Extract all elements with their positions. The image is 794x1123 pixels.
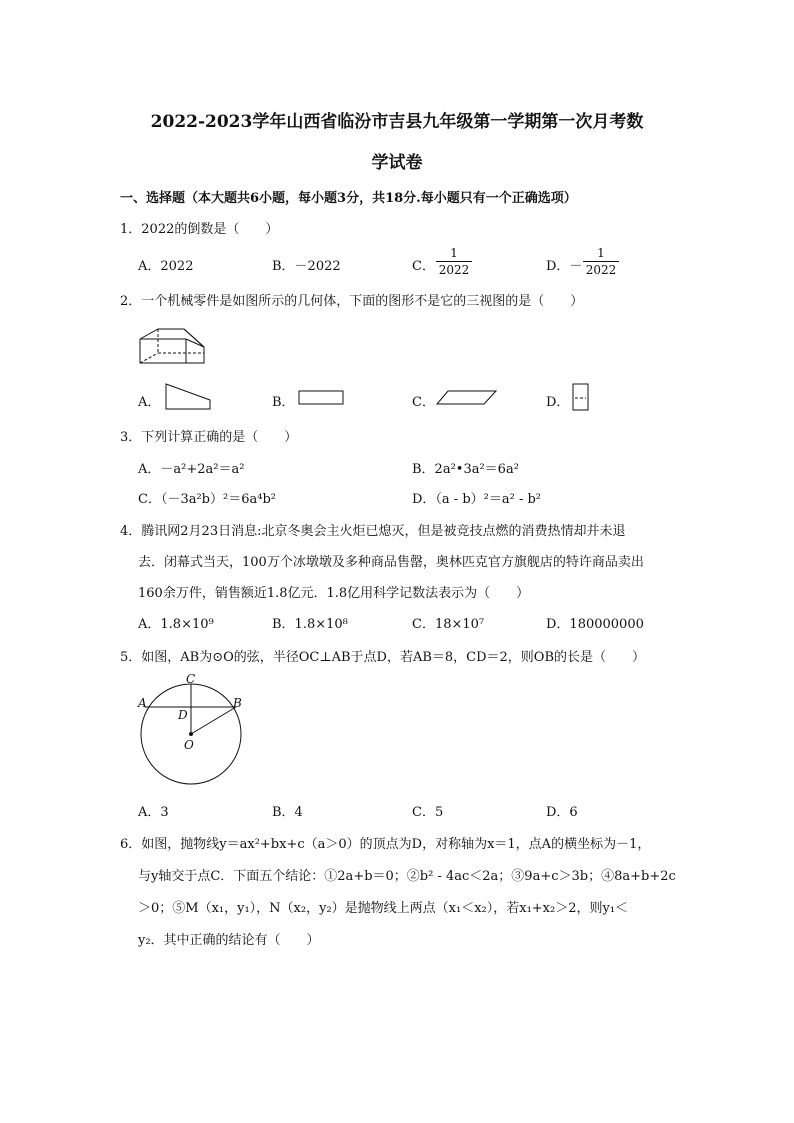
- question-6-line3: ＞0；⑤M（x₁，y₁），N（x₂，y₂）是抛物线上两点（x₁＜x₂），若x₁+x₂＞2，则y₁＜: [138, 901, 629, 916]
- label-o: O: [184, 738, 194, 752]
- label-c: C: [186, 672, 196, 686]
- question-1-option-d: D．－: [546, 259, 583, 274]
- question-6-line4: y₂．其中正确的结论有（ ）: [138, 933, 320, 948]
- question-4-line1: 4．腾讯网2月23日消息:北京冬奥会主火炬已熄灭，但是被竞技点燃的消费热情却并未退: [120, 524, 626, 539]
- question-1-stem: 1．2022的倒数是（ ）: [120, 222, 279, 237]
- question-3-option-d: D．（a - b）²＝a² - b²: [412, 492, 542, 507]
- question-2-stem: 2．一个机械零件是如图所示的几何体，下面的图形不是它的三视图的是（ ）: [120, 294, 584, 309]
- question-3-option-b: B．2a²•3a²＝6a²: [412, 462, 519, 477]
- question-4-option-c: C．18×10⁷: [412, 617, 485, 632]
- fraction-bar: [583, 261, 619, 262]
- fraction-bar: [436, 261, 472, 262]
- fraction-denominator: 2022: [585, 263, 617, 277]
- question-1-option-a: A．2022: [138, 259, 194, 274]
- label-a: A: [138, 696, 147, 710]
- question-1-option-b: B．－2022: [272, 259, 341, 274]
- question-3-option-c: C．（－3a²b）²＝6a⁴b²: [138, 492, 276, 507]
- question-5-option-a: A．3: [138, 805, 169, 820]
- question-4-option-d: D．180000000: [546, 617, 644, 632]
- question-2-option-c: C．: [412, 395, 435, 410]
- question-1-option-c-fraction: [436, 246, 472, 277]
- prism-figure: [136, 325, 208, 367]
- fraction-numerator: 1: [450, 246, 458, 260]
- question-2-option-b: B．: [272, 395, 295, 410]
- question-4-option-b: B．1.8×10⁸: [272, 617, 348, 632]
- option-d-rectangle-dashed-shape: [572, 383, 592, 413]
- question-4-option-a: A．1.8×10⁹: [138, 617, 214, 632]
- question-1-option-c: C．: [412, 259, 435, 274]
- question-4-line2: 去．闭幕式当天，100万个冰墩墩及多种商品售罄，奥林匹克官方旗舰店的特许商品卖出: [138, 555, 644, 570]
- option-b-rectangle-shape: [298, 389, 346, 407]
- question-5-option-c: C．5: [412, 805, 444, 820]
- exam-title-line2: 学试卷: [371, 153, 423, 173]
- fraction-denominator: 2022: [438, 263, 470, 277]
- option-a-trapezoid-shape: [164, 382, 214, 412]
- question-2-option-d: D．: [546, 395, 570, 410]
- section-heading: 一、选择题（本大题共6小题，每小题3分，共18分.每小题只有一个正确选项）: [120, 191, 577, 206]
- question-5-stem: 5．如图，AB为⊙O的弦，半径OC⊥AB于点D，若AB＝8，CD＝2，则OB的长是（ ）: [120, 650, 646, 665]
- option-c-parallelogram-shape: [436, 389, 498, 407]
- label-d: D: [178, 708, 188, 722]
- question-4-line3: 160余万件，销售额近1.8亿元．1.8亿用科学记数法表示为（ ）: [138, 586, 530, 601]
- question-6-line1: 6．如图，抛物线y＝ax²+bx+c（a＞0）的顶点为D，对称轴为x＝1，点A的横坐标为－1，: [120, 837, 651, 852]
- exam-title-line1: 2022-2023学年山西省临汾市吉县九年级第一学期第一次月考数: [150, 112, 644, 132]
- label-b: B: [233, 696, 242, 710]
- question-5-option-b: B．4: [272, 805, 303, 820]
- question-3-stem: 3．下列计算正确的是（ ）: [120, 430, 298, 445]
- question-6-line2: 与y轴交于点C．下面五个结论：①2a+b＝0；②b² - 4ac＜2a；③9a+c＞3b；④8a+b+2c: [138, 869, 676, 884]
- circle-figure: [136, 672, 248, 788]
- question-3-option-a: A．－a²+2a²＝a²: [138, 462, 245, 477]
- question-2-option-a: A．: [138, 395, 161, 410]
- question-1-option-d-fraction: [583, 246, 619, 277]
- fraction-numerator: 1: [597, 246, 605, 260]
- question-5-option-d: D．6: [546, 805, 578, 820]
